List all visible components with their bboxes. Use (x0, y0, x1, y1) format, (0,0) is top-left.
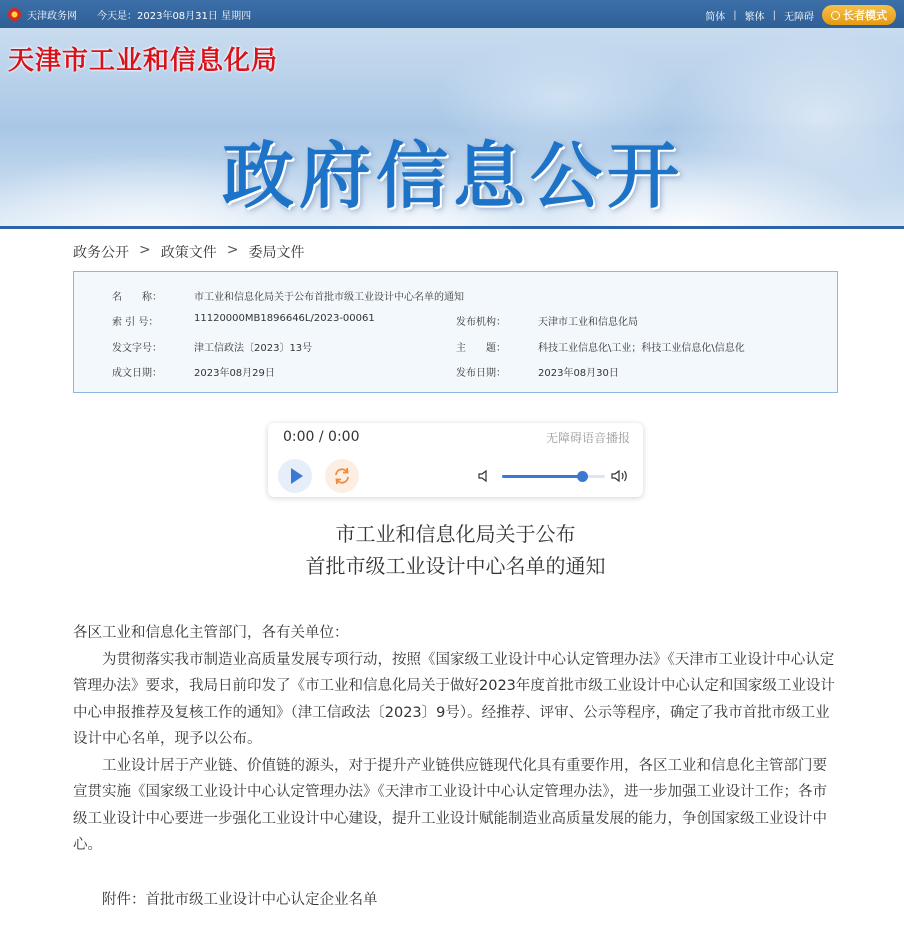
traditional-chinese-link[interactable]: 繁体 (744, 11, 765, 23)
volume-slider[interactable] (502, 475, 605, 478)
play-button[interactable] (278, 459, 312, 493)
simplified-chinese-link[interactable]: 简体 (705, 11, 726, 23)
breadcrumb-item-gov-affairs[interactable]: 政务公开 (73, 245, 129, 261)
volume-high-icon[interactable] (610, 468, 630, 484)
volume-slider-handle[interactable] (577, 471, 588, 482)
meta-name-value: 市工业和信息化局关于公布首批市级工业设计中心名单的通知 (194, 292, 464, 303)
meta-published-label: 发布日期： (456, 368, 506, 379)
top-bar-right (705, 5, 896, 25)
breadcrumb-separator: > (139, 242, 151, 258)
top-bar (0, 0, 904, 28)
breadcrumb-item-bureau-docs[interactable]: 委局文件 (248, 245, 305, 261)
meta-topic-label: 主 题： (456, 343, 506, 354)
meta-row-docno (74, 339, 837, 355)
meta-docno-label: 发文字号： (112, 343, 162, 354)
meta-row-index (74, 313, 837, 329)
elder-mode-label: 长者模式 (843, 9, 887, 22)
separator: | (733, 9, 737, 21)
top-bar-left (8, 7, 251, 22)
banner-divider (0, 226, 904, 229)
national-emblem-icon (8, 8, 21, 21)
article-title (73, 518, 838, 582)
org-name[interactable]: 天津市工业和信息化局 (8, 46, 279, 76)
meta-published-value: 2023年08月30日 (538, 368, 619, 379)
article-body (73, 620, 838, 913)
separator: | (772, 9, 776, 21)
loop-button[interactable] (325, 459, 359, 493)
accessibility-link[interactable]: 无障碍 (784, 11, 814, 23)
document-meta-box (73, 271, 838, 393)
current-date: 今天是：2023年08月31日 星期四 (97, 11, 252, 22)
audio-time: 0:00 / 0:00 (283, 429, 360, 445)
meta-topic-value: 科技工业信息化\工业；科技工业信息化\信息化 (538, 343, 745, 354)
volume-low-icon[interactable] (477, 469, 491, 483)
meta-index-label: 索 引 号： (112, 317, 159, 328)
elder-mode-button[interactable] (822, 5, 896, 25)
site-name-link[interactable]: 天津政务网 (27, 11, 77, 22)
breadcrumb-item-policy-docs[interactable]: 政策文件 (160, 245, 217, 261)
elder-face-icon (831, 11, 840, 20)
article-paragraph-1: 为贯彻落实我市制造业高质量发展专项行动，按照《国家级工业设计中心认定管理办法》《天津市工业设计中心认定管理办法》要求，我局日前印发了《市工业和信息化局关于做好2023年度首批市级工业设计中心认定和国家级工业设计中心申报推荐及复核工作的通知》（津工信政法〔2023〕9号）。经推荐、评审、公示等程序，确定了我市首批市级工业设计中心名单，现予以公布。 (73, 651, 835, 747)
volume-slider-fill (502, 475, 582, 478)
meta-created-label: 成文日期： (112, 368, 162, 379)
meta-issuer-value: 天津市工业和信息化局 (538, 317, 638, 328)
loop-icon (332, 466, 352, 486)
article-paragraph-2: 工业设计居于产业链、价值链的源头，对于提升产业链供应链现代化具有重要作用，各区工业和信息化主管部门要宣贯实施《国家级工业设计中心认定管理办法》《天津市工业设计中心认定管理办法》，进一步加强工业设计工作；各市级工业设计中心要进一步强化工业设计中心建设，提升工业设计赋能制造业高质量发展的能力，争创国家级工业设计中心。 (73, 757, 827, 853)
article-attachment[interactable]: 附件：首批市级工业设计中心认定企业名单 (102, 891, 378, 908)
article-salutation: 各区工业和信息化主管部门，各有关单位： (73, 625, 349, 641)
meta-created-value: 2023年08月29日 (194, 368, 275, 379)
breadcrumb-separator: > (226, 242, 239, 258)
audio-player-label: 无障碍语音播报 (545, 431, 630, 445)
article-title-line-1: 市工业和信息化局关于公布 (335, 522, 576, 546)
meta-docno-value: 津工信政法〔2023〕13号 (194, 343, 313, 354)
play-icon (291, 468, 303, 484)
audio-player (268, 423, 643, 497)
section-title: 政府信息公开 (222, 134, 685, 218)
meta-name-label: 名 称： (112, 292, 162, 303)
meta-row-name (74, 288, 837, 304)
meta-index-value: 11120000MB1896646L/2023-00061 (194, 313, 375, 324)
article-title-line-2: 首批市级工业设计中心名单的通知 (305, 554, 606, 578)
header-banner (0, 28, 904, 229)
paragraph-gap (73, 859, 838, 887)
meta-row-dates (74, 364, 837, 380)
meta-issuer-label: 发布机构： (456, 317, 506, 328)
breadcrumb (73, 242, 304, 262)
